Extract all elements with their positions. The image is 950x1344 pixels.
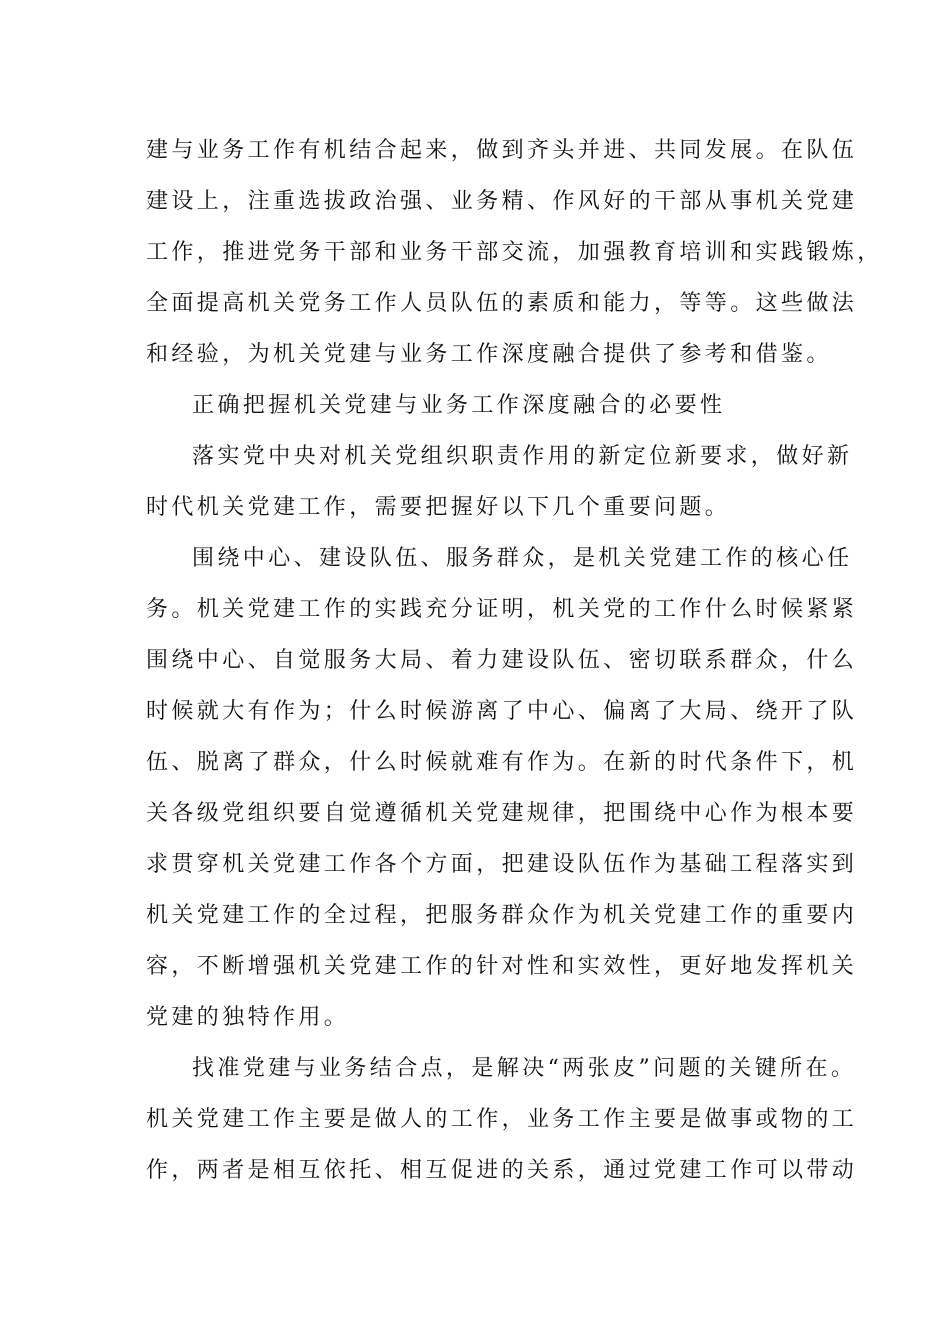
text-line: 落实党中央对机关党组织职责作用的新定位新要求，做好新 — [192, 444, 853, 469]
text-line: 务。机关党建工作的实践充分证明，机关党的工作什么时候紧紧 — [146, 597, 858, 622]
text-line: 工作，推进党务干部和业务干部交流，加强教育培训和实践锻炼， — [146, 240, 883, 265]
text-line: 围绕中心、自觉服务大局、着力建设队伍、密切联系群众，什么 — [146, 648, 858, 673]
text-line: 关各级党组织要自觉遵循机关党建规律，把围绕中心作为根本要 — [146, 801, 858, 826]
text-line: 时代机关党建工作，需要把握好以下几个重要问题。 — [146, 495, 731, 520]
text-line: 全面提高机关党务工作人员队伍的素质和能力，等等。这些做法 — [146, 291, 858, 316]
text-line: 求贯穿机关党建工作各个方面，把建设队伍作为基础工程落实到 — [146, 852, 858, 877]
text-line: 党建的独特作用。 — [146, 1005, 350, 1030]
text-line: 作，两者是相互依托、相互促进的关系，通过党建工作可以带动 — [146, 1158, 858, 1183]
text-line: 伍、脱离了群众，什么时候就难有作为。在新的时代条件下，机 — [146, 750, 858, 775]
text-line: 建设上，注重选拔政治强、业务精、作风好的干部从事机关党建 — [146, 189, 858, 214]
text-line: 围绕中心、建设队伍、服务群众，是机关党建工作的核心任 — [192, 546, 853, 571]
text-line: 容，不断增强机关党建工作的针对性和实效性，更好地发挥机关 — [146, 954, 858, 979]
text-line: 建与业务工作有机结合起来，做到齐头并进、共同发展。在队伍 — [146, 138, 858, 163]
text-line: 和经验，为机关党建与业务工作深度融合提供了参考和借鉴。 — [146, 342, 832, 367]
text-line: 时候就大有作为；什么时候游离了中心、偏离了大局、绕开了队 — [146, 699, 858, 724]
text-line: 找准党建与业务结合点，是解决“两张皮”问题的关键所在。 — [192, 1056, 857, 1081]
text-line: 机关党建工作主要是做人的工作，业务工作主要是做事或物的工 — [146, 1107, 858, 1132]
section-heading: 正确把握机关党建与业务工作深度融合的必要性 — [192, 393, 726, 418]
text-line: 机关党建工作的全过程，把服务群众作为机关党建工作的重要内 — [146, 903, 858, 928]
